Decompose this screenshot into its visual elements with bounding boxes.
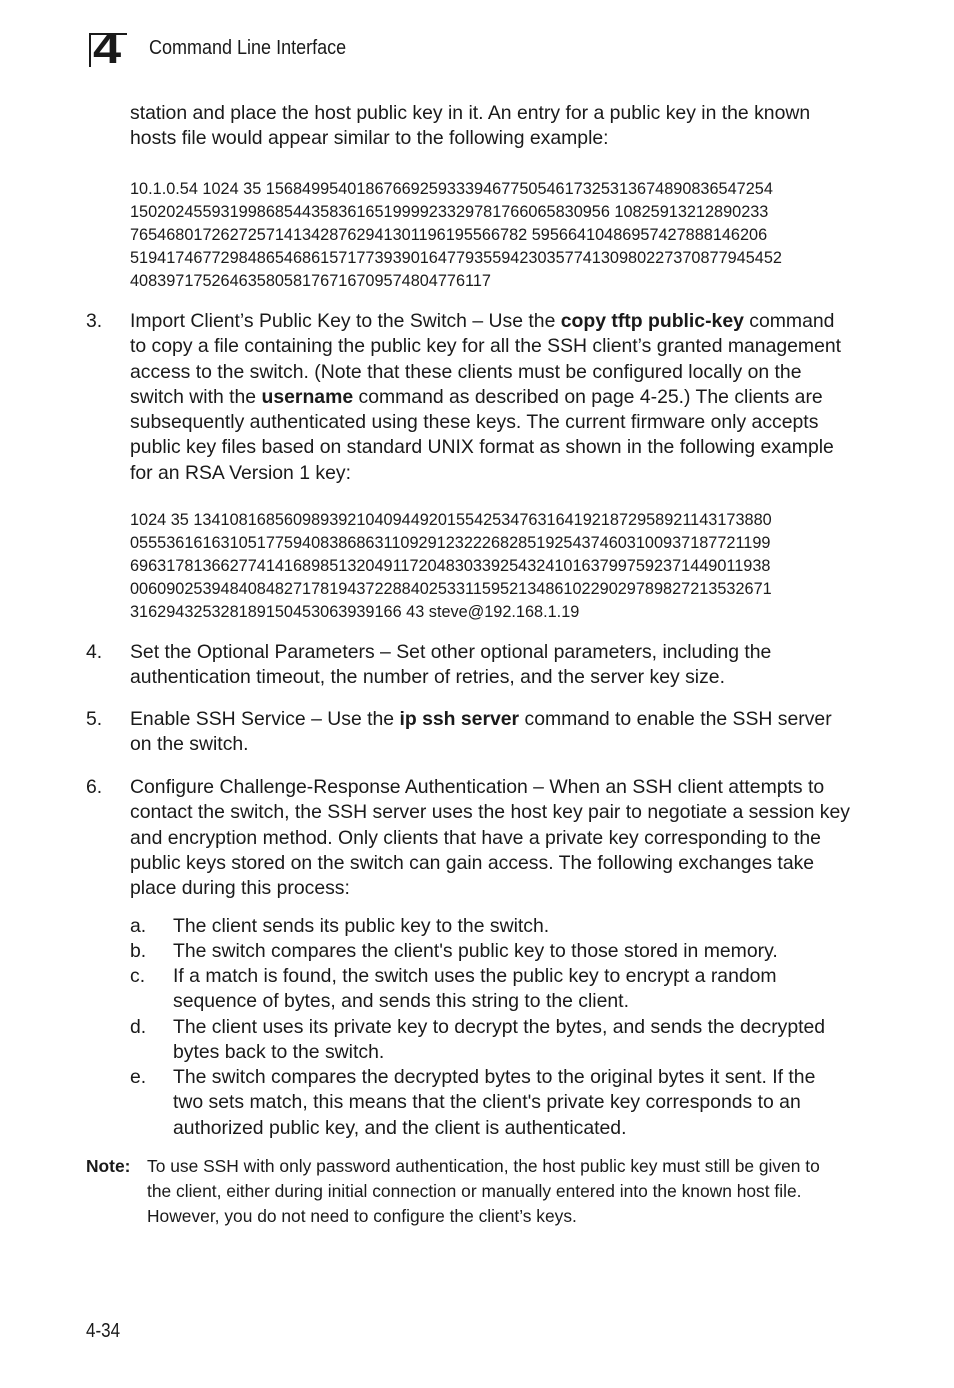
step-text	[130, 707, 850, 758]
chapter-number: 4	[93, 24, 122, 73]
rsa-key-example	[130, 509, 850, 624]
step-5	[86, 707, 856, 758]
step-4	[86, 640, 856, 691]
step-text-part: Enable SSH Service – Use the	[130, 708, 400, 730]
rsa-key-line: 316294325328189150453063939166 43 steve@192.168.1.19	[130, 603, 580, 621]
note-text: To use SSH with only password authentication, the host public key must still be given to the client, either during initial connection or manually entered into the known host file. However, you do not need to configure the client’s keys.	[147, 1156, 820, 1226]
step-6	[86, 775, 856, 901]
step-number: 6.	[86, 776, 103, 798]
substep-d	[130, 1015, 850, 1066]
command-name: username	[261, 385, 354, 408]
known-hosts-example	[130, 178, 850, 293]
step-text-part: command as described on page 4-25.) The clients are subsequently authenticated using these keys. The current firmware only accepts public key files based on standard UNIX format as shown in the following example for an RSA Version 1 key:	[130, 385, 834, 484]
substep-text: The client sends its public key to the switch.	[173, 915, 550, 937]
step-number: 3.	[86, 310, 103, 332]
substep-text: If a match is found, the switch uses the public key to encrypt a random sequence of bytes, and sends this string to the client.	[173, 965, 777, 1013]
substep-b	[130, 939, 850, 964]
running-header-title: Command Line Interface	[149, 37, 347, 59]
known-hosts-line: 10.1.0.54 1024 35 15684995401867669259333946775054617325313674890836547254	[130, 180, 773, 198]
substep-text: The switch compares the client's public key to those stored in memory.	[173, 940, 778, 962]
known-hosts-line: 519417467729848654686157177393901647793559423035774130980227370877945452	[130, 249, 782, 267]
intro-paragraph: station and place the host public key in it. An entry for a public key in the known hosts file would appear similar to the following example:	[130, 102, 811, 150]
substep-c	[130, 964, 850, 1015]
substep-a	[130, 914, 850, 939]
known-hosts-line: 15020245593199868544358361651999923329781766065830956 10825913212890233	[130, 203, 769, 221]
command-name: ip ssh server	[399, 708, 520, 730]
note-label: Note:	[86, 1156, 131, 1176]
known-hosts-line: 76546801726272571413428762941301196195566782 59566410486957427888146206	[130, 226, 768, 244]
rsa-key-line: 69631781366277414168985132049117204830339254324101637997592371449011938	[130, 557, 771, 575]
rsa-key-line: 00609025394840848271781943722884025331159521348610229029789827213532671	[130, 580, 772, 598]
chapter-number-box	[89, 24, 127, 73]
step-3	[86, 309, 856, 486]
substep-text: The client uses its private key to decrypt the bytes, and sends the decrypted bytes back to the switch.	[173, 1016, 826, 1064]
step-text-part: command to enable the SSH server on the switch.	[130, 708, 832, 756]
command-name: copy tftp public-key	[560, 310, 744, 332]
step-number: 5.	[86, 708, 103, 730]
substep-letter: e.	[130, 1066, 147, 1088]
page-number: 4-34	[86, 1320, 121, 1342]
substep-text: The switch compares the decrypted bytes to the original bytes it sent. If the two sets match, this means that the client's private key corresponds to an authorized public key, and the client is authenticated.	[173, 1066, 816, 1139]
step-text-part: Import Client’s Public Key to the Switch – Use the	[130, 310, 561, 332]
step-text-part: command to copy a file containing the public key for all the SSH client’s granted management access to the switch. (Note that these clients must be configured locally on the switch with the	[130, 310, 842, 408]
substep-letter: c.	[130, 965, 146, 987]
rsa-key-line: 1024 35 1341081685609893921040944920155425347631641921872958921143173880	[130, 511, 772, 529]
known-hosts-line: 4083971752646358058176716709574804776117	[130, 272, 491, 290]
rsa-key-line: 05553616163105177594083868631109291232226828519254374603100937187721199	[130, 534, 771, 552]
substep-e	[130, 1065, 850, 1141]
substep-letter: d.	[130, 1016, 147, 1038]
step-text: Set the Optional Parameters – Set other optional parameters, including the authentication timeout, the number of retries, and the server key size.	[130, 641, 772, 689]
step-number: 4.	[86, 641, 103, 663]
step-text	[130, 309, 850, 486]
step-text: Configure Challenge-Response Authentication – When an SSH client attempts to contact the switch, the SSH server uses the host key pair to negotiate a session key and encryption method. Only clients that have a private key corresponding to the public keys stored on the switch can gain access. The following exchanges take place during this process:	[130, 776, 850, 900]
substep-letter: a.	[130, 915, 147, 937]
note	[86, 1154, 846, 1228]
substep-letter: b.	[130, 940, 147, 962]
